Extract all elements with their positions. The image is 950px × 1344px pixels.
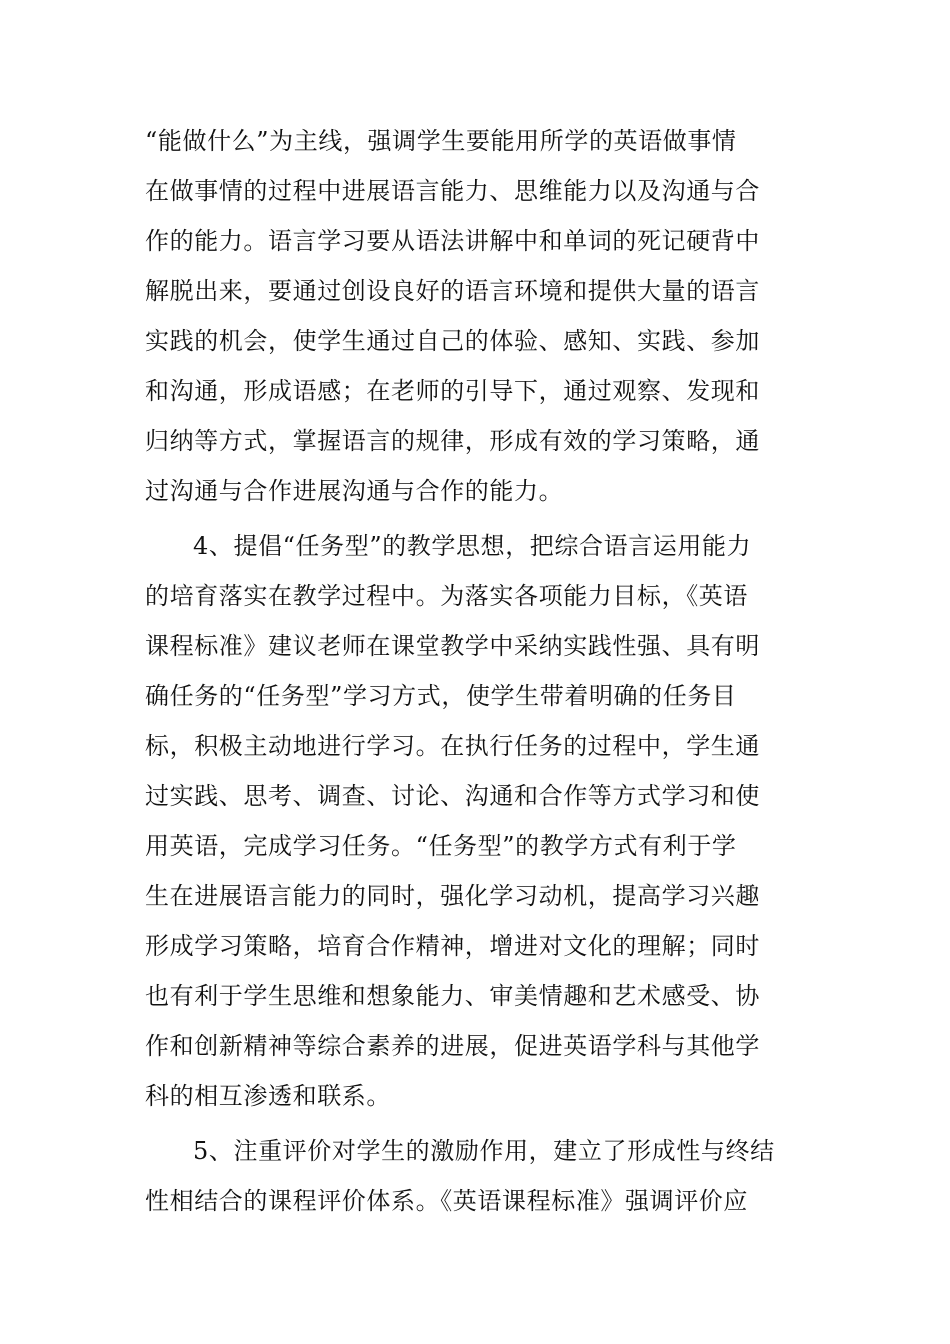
text-line: 在做事情的过程中进展语言能力、思维能力以及沟通与合 xyxy=(145,177,760,205)
text-line: 形成学习策略，培育合作精神，增进对文化的理解；同时 xyxy=(145,932,760,960)
text-line: “能做什么”为主线，强调学生要能用所学的英语做事情 xyxy=(145,127,737,155)
paragraph-start-line: 4、提倡“任务型”的教学思想，把综合语言运用能力 xyxy=(193,532,752,560)
text-line: 解脱出来，要通过创设良好的语言环境和提供大量的语言 xyxy=(145,277,760,305)
text-line: 也有利于学生思维和想象能力、审美情趣和艺术感受、协 xyxy=(145,982,760,1010)
text-line: 实践的机会，使学生通过自己的体验、感知、实践、参加 xyxy=(145,327,760,355)
text-line: 课程标准》建议老师在课堂教学中采纳实践性强、具有明 xyxy=(145,632,760,660)
text-line: 性相结合的课程评价体系。《英语课程标准》强调评价应 xyxy=(145,1187,748,1215)
text-line: 过实践、思考、调查、讨论、沟通和合作等方式学习和使 xyxy=(145,782,760,810)
paragraph-start-line: 5、注重评价对学生的激励作用，建立了形成性与终结 xyxy=(193,1137,775,1165)
text-line: 的培育落实在教学过程中。为落实各项能力目标，《英语 xyxy=(145,582,748,610)
text-line: 用英语，完成学习任务。“任务型”的教学方式有利于学 xyxy=(145,832,737,860)
text-line: 标，积极主动地进行学习。在执行任务的过程中，学生通 xyxy=(145,732,760,760)
text-line: 过沟通与合作进展沟通与合作的能力。 xyxy=(145,477,564,505)
text-line: 作的能力。语言学习要从语法讲解中和单词的死记硬背中 xyxy=(145,227,760,255)
text-line: 生在进展语言能力的同时，强化学习动机，提高学习兴趣 xyxy=(145,882,760,910)
text-line: 作和创新精神等综合素养的进展，促进英语学科与其他学 xyxy=(145,1032,760,1060)
text-line: 科的相互渗透和联系。 xyxy=(145,1082,391,1110)
text-line: 和沟通，形成语感；在老师的引导下，通过观察、发现和 xyxy=(145,377,760,405)
text-line: 确任务的“任务型”学习方式，使学生带着明确的任务目 xyxy=(145,682,737,710)
text-line: 归纳等方式，掌握语言的规律，形成有效的学习策略，通 xyxy=(145,427,760,455)
